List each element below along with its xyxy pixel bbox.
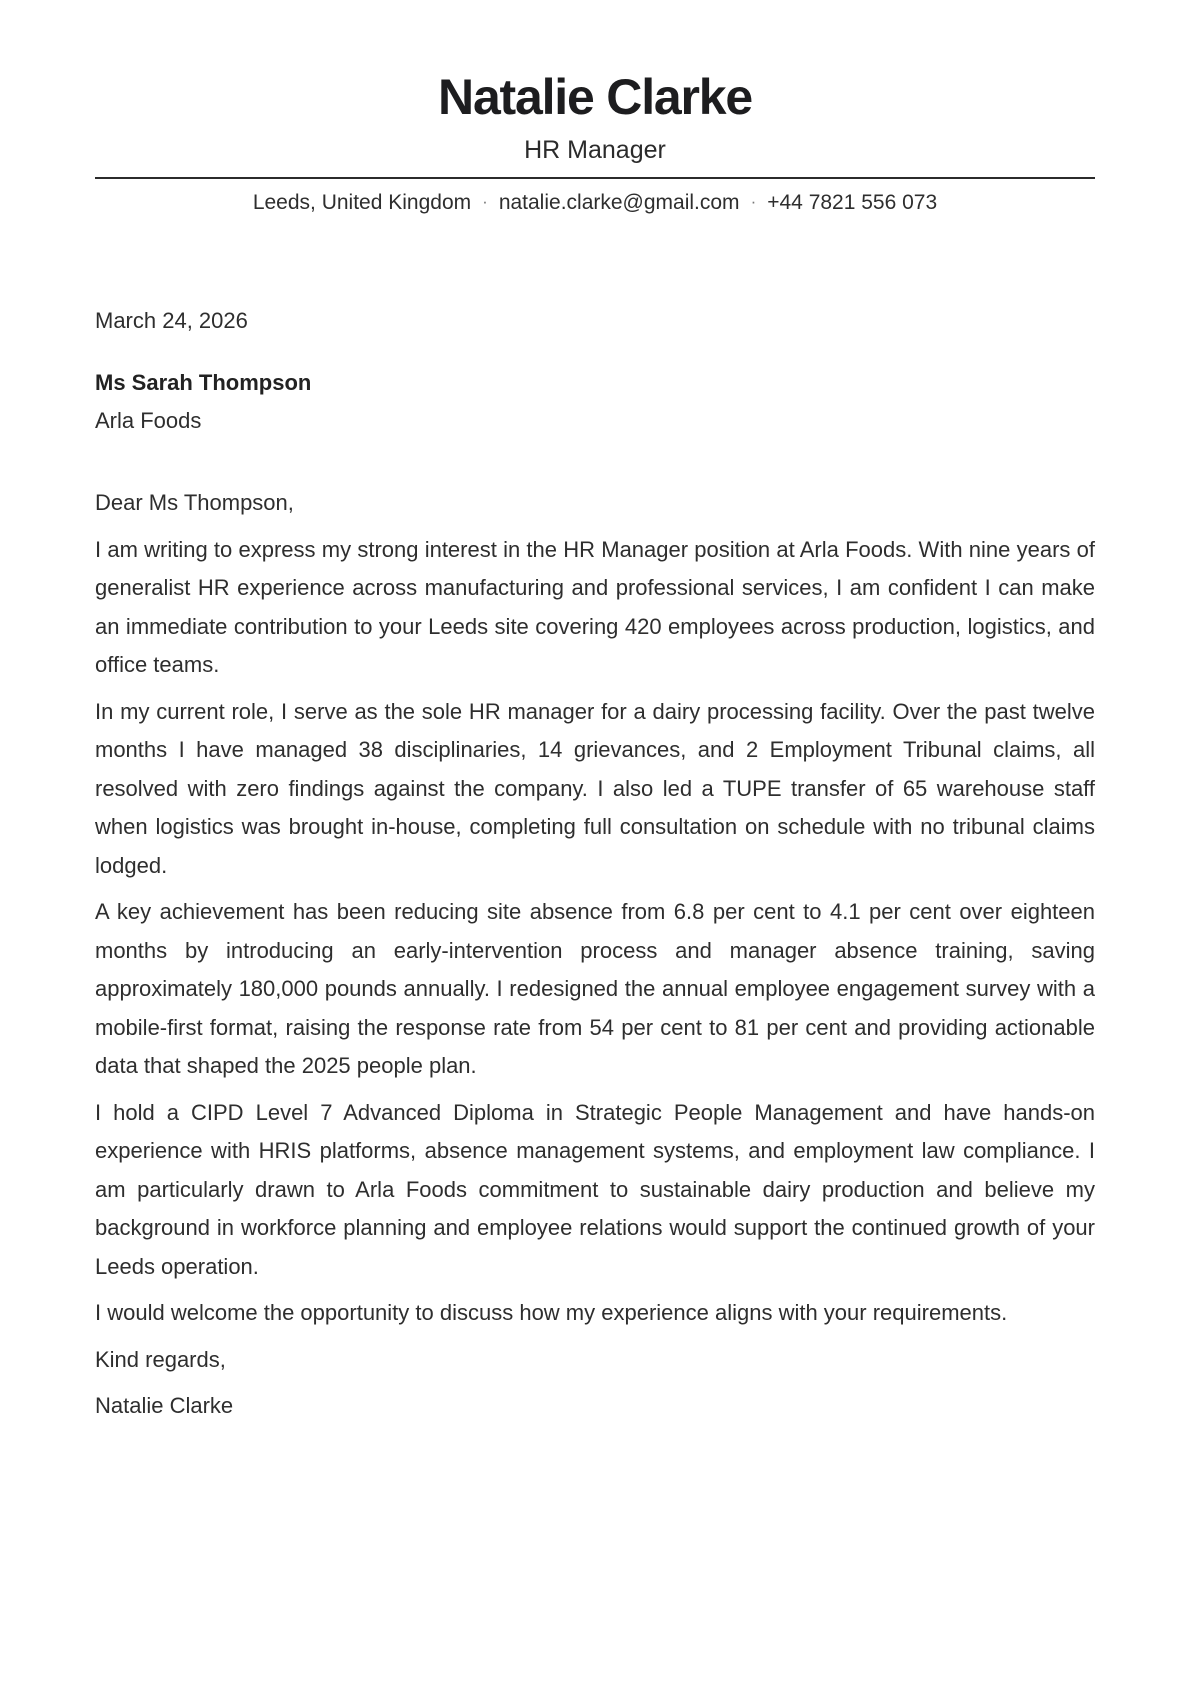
salutation: Dear Ms Thompson, — [95, 490, 294, 516]
contact-separator-dot: · — [750, 191, 757, 211]
letter-header — [95, 69, 1095, 216]
contact-location: Leeds, United Kingdom — [252, 190, 472, 214]
recipient-name: Ms Sarah Thompson — [95, 370, 312, 396]
header-divider — [95, 177, 1095, 179]
contact-email: natalie.clarke@gmail.com — [498, 190, 740, 214]
closing-line: Kind regards, — [95, 1346, 226, 1372]
applicant-job-title: HR Manager — [524, 136, 666, 164]
applicant-name: Natalie Clarke — [438, 69, 752, 125]
contact-line — [95, 189, 1095, 216]
contact-phone: +44 7821 556 073 — [767, 190, 938, 214]
contact-separator-dot: · — [482, 191, 488, 211]
body-paragraph-3: A key achievement has been reducing site absence from 6.8 per cent to 4.1 per cent over eighteen months by introducing an early-intervention process and manager absence training, saving approximately 180,000 pounds annually. I redesigned the annual employee engagement survey with a mobile-first format, raising the response rate from 54 per cent to 81 per cent and providing actionable data that shaped the 2025 people plan. — [95, 899, 1095, 1079]
recipient-company: Arla Foods — [95, 408, 202, 434]
body-paragraph-4: I hold a CIPD Level 7 Advanced Diploma in Strategic People Management and have hands-on experience with HRIS platforms, absence management systems, and employment law compliance. I am particularly drawn to Arla Foods commitment to sustainable dairy production and believe my background in workforce planning and employee relations would support the continued growth of your Leeds operation. — [95, 1099, 1095, 1279]
body-paragraph-2: In my current role, I serve as the sole HR manager for a dairy processing facility. Over the past twelve months I have managed 38 disciplinaries, 14 grievances, and 2 Employment Tribunal claims, all resolved with zero findings against the company. I also led a TUPE transfer of 65 warehouse staff when logistics was brought in-house, completing full consultation on schedule with no tribunal claims lodged. — [95, 698, 1095, 878]
body-paragraph-1: I am writing to express my strong interest in the HR Manager position at Arla Foods. With nine years of generalist HR experience across manufacturing and professional services, I am confident I can make an immediate contribution to your Leeds site covering 420 employees across production, logistics, and office teams. — [95, 536, 1095, 678]
signature-name: Natalie Clarke — [95, 1393, 234, 1419]
letter-date: March 24, 2026 — [95, 307, 248, 333]
recipient-block — [95, 364, 1095, 440]
body-paragraph-5: I would welcome the opportunity to discuss how my experience aligns with your requirements. — [95, 1300, 1008, 1326]
